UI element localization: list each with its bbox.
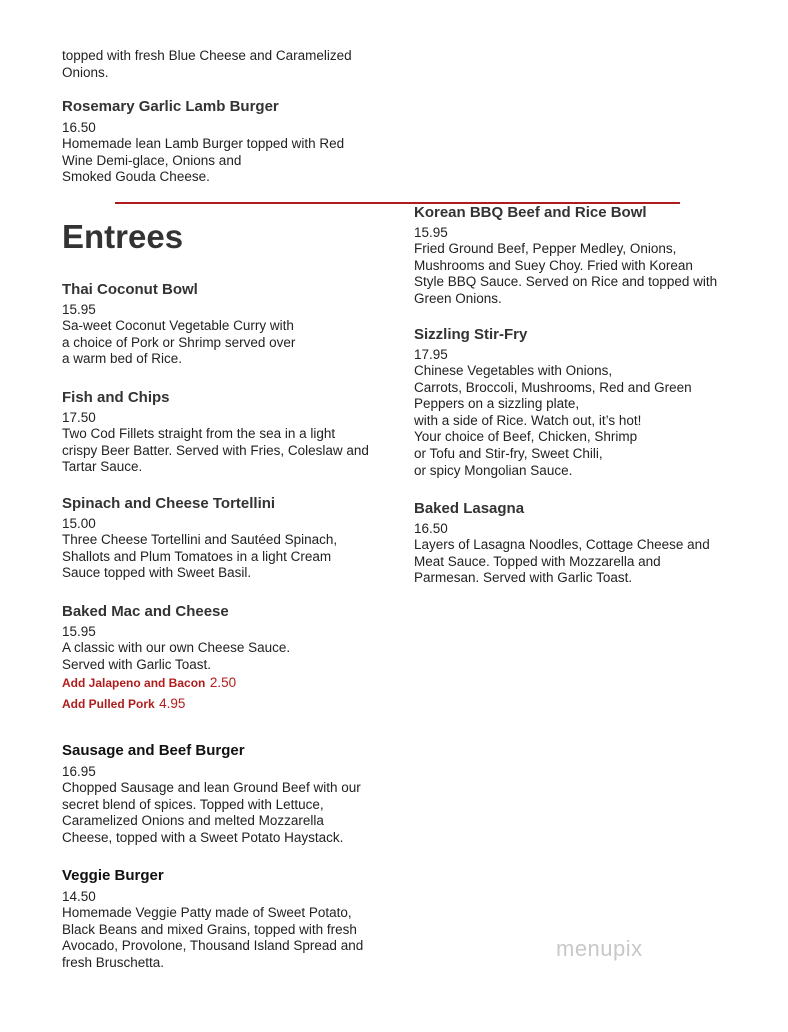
previous-item-description: topped with fresh Blue Cheese and Caramelized Onions. xyxy=(62,48,352,80)
item-name: Baked Mac and Cheese xyxy=(62,603,229,620)
addon-jalapeno-bacon xyxy=(62,674,236,692)
item-description: Two Cod Fillets straight from the sea in a light crispy Beer Batter. Served with Fries, Coleslaw and Tartar Sauce. xyxy=(62,426,369,475)
menu-item-baked-lasagna xyxy=(414,500,710,587)
item-name: Rosemary Garlic Lamb Burger xyxy=(62,98,279,115)
menu-item-sausage-beef-burger xyxy=(62,742,361,846)
item-price: 14.50 xyxy=(62,889,96,904)
item-description: Sa-weet Coconut Vegetable Curry with a choice of Pork or Shrimp served over a warm bed of Rice. xyxy=(62,318,296,367)
item-name: Sizzling Stir-Fry xyxy=(414,326,528,343)
addon-pulled-pork xyxy=(62,695,185,713)
menu-item-spinach-tortellini xyxy=(62,495,337,582)
item-description: Chopped Sausage and lean Ground Beef with our secret blend of spices. Topped with Lettuce, Caramelized Onions and melted Mozzarella Cheese, topped with a Sweet Potato Haystack. xyxy=(62,780,361,845)
item-price: 17.50 xyxy=(62,410,96,425)
item-description: Homemade lean Lamb Burger topped with Red Wine Demi-glace, Onions and Smoked Gouda Cheese. xyxy=(62,136,345,185)
item-description: Fried Ground Beef, Pepper Medley, Onions, Mushrooms and Suey Choy. Fried with Korean Style BBQ Sauce. Served on Rice and topped with Green Onions. xyxy=(414,241,718,306)
menu-item-veggie-burger xyxy=(62,867,363,971)
watermark-logo: menupix xyxy=(556,936,643,961)
item-description: Homemade Veggie Patty made of Sweet Potato, Black Beans and mixed Grains, topped with fresh Avocado, Provolone, Thousand Island Spread and fresh Bruschetta. xyxy=(62,905,364,970)
menu-item-fish-and-chips xyxy=(62,389,369,476)
addon-price: 2.50 xyxy=(209,675,237,690)
item-price: 16.50 xyxy=(62,120,96,135)
item-price: 15.95 xyxy=(414,225,448,240)
menu-item-baked-mac-and-cheese xyxy=(62,603,290,673)
addon-label: Add Pulled Pork xyxy=(62,697,155,711)
item-description: Three Cheese Tortellini and Sautéed Spinach, Shallots and Plum Tomatoes in a light Cream Sauce topped with Sweet Basil. xyxy=(62,532,338,581)
item-name: Spinach and Cheese Tortellini xyxy=(62,495,276,512)
item-description: Chinese Vegetables with Onions, Carrots, Broccoli, Mushrooms, Red and Green Peppers on a sizzling plate, with a side of Rice. Watch out, it’s hot! Your choice of Beef, Chicken, Shrimp or Tofu and Stir-fry, Sweet Chili, or spicy Mongolian Sauce. xyxy=(414,363,692,478)
item-name: Veggie Burger xyxy=(62,867,164,884)
item-description: Layers of Lasagna Noodles, Cottage Cheese and Meat Sauce. Topped with Mozzarella and Parmesan. Served with Garlic Toast. xyxy=(414,537,710,586)
item-name: Sausage and Beef Burger xyxy=(62,742,245,759)
menu-item-thai-coconut-bowl xyxy=(62,281,295,368)
menu-item-sizzling-stir-fry xyxy=(414,326,692,479)
item-name: Baked Lasagna xyxy=(414,500,525,517)
item-price: 15.95 xyxy=(62,624,96,639)
item-name: Korean BBQ Beef and Rice Bowl xyxy=(414,204,647,221)
menu-item-lamb-burger xyxy=(62,98,344,186)
menu-item-korean-bbq-bowl xyxy=(414,204,717,307)
item-price: 15.00 xyxy=(62,516,96,531)
section-heading: Entrees xyxy=(62,218,184,255)
item-price: 16.50 xyxy=(414,521,448,536)
item-price: 16.95 xyxy=(62,764,96,779)
item-description: A classic with our own Cheese Sauce. Served with Garlic Toast. xyxy=(62,640,291,672)
item-name: Fish and Chips xyxy=(62,389,170,406)
item-name: Thai Coconut Bowl xyxy=(62,281,198,298)
item-price: 15.95 xyxy=(62,302,96,317)
addon-label: Add Jalapeno and Bacon xyxy=(62,676,206,690)
addon-price: 4.95 xyxy=(159,696,186,711)
item-price: 17.95 xyxy=(414,347,448,362)
